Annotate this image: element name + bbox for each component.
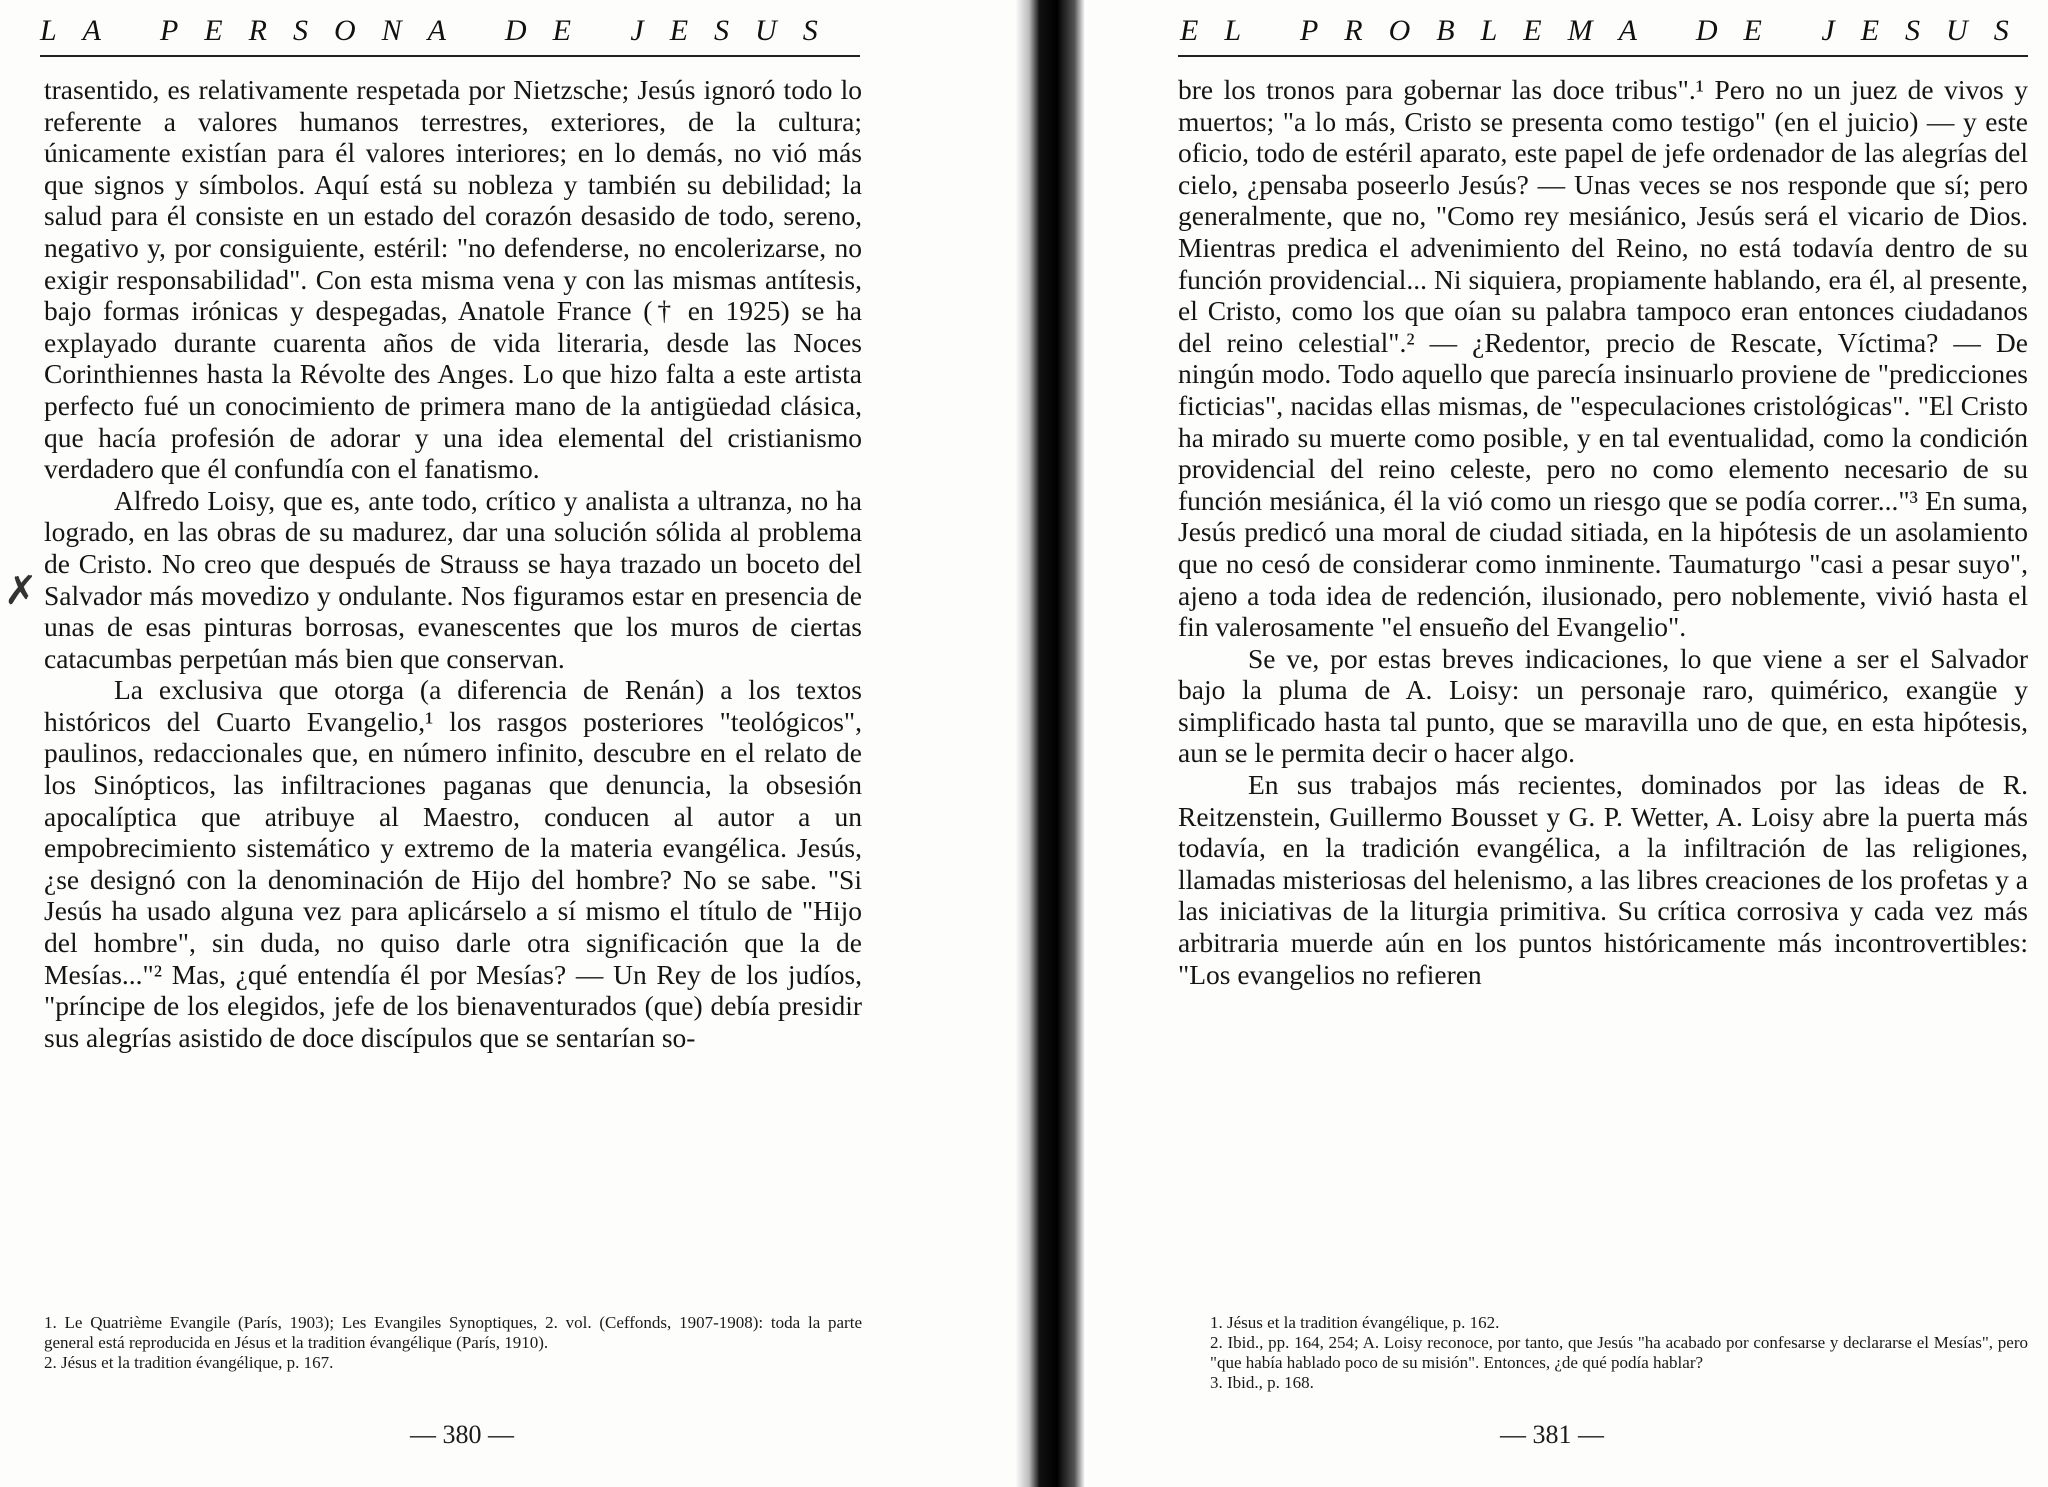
book-gutter xyxy=(1015,0,1085,1487)
paragraph: La exclusiva que otorga (a diferencia de Renán) a los textos históricos del Cuarto Evangelio,¹ los rasgos posteriores "teológicos", paulinos, redaccionales que, en número infinito, descubre en el relato de los Sinópticos, las infiltraciones paganas que denuncia, la obsesión apocalíptica que atribuye al Maestro, conducen al autor a un empobrecimiento sistemático y extremo de la materia evangélica. Jesús, ¿se designó con la denominación de Hijo del hombre? No se sabe. "Si Jesús ha usado alguna vez para aplicárselo a sí mismo el título de "Hijo del hombre", sin duda, no quiso darle otra significación que la de Mesías..."² Mas, ¿qué entendía él por Mesías? — Un Rey de los judíos, "príncipe de los elegidos, jefe de los bienaventurados (que) debía presidir sus alegrías asistido de doce discípulos que se sentarían so- xyxy=(44,674,862,1053)
head-rule-left xyxy=(40,55,860,57)
right-page xyxy=(1080,0,2048,1487)
body-text-left xyxy=(44,74,862,1053)
paragraph: trasentido, es relativamente respetada por Nietzsche; Jesús ignoró todo lo referente a valores humanos terrestres, exteriores, de la cultura; únicamente existían para él valores interiores; en lo demás, no vió más que signos y símbolos. Aquí está su nobleza y también su debilidad; la salud para él consiste en un estado del corazón desasido de todo, sereno, negativo y, por consiguiente, estéril: "no defenderse, no encolerizarse, no exigir responsabilidad". Con esta misma vena y con las mismas antítesis, bajo formas irónicas y despegadas, Anatole France († en 1925) se ha explayado durante cuarenta años de vida literaria, desde las Noces Corinthiennes hasta la Révolte des Anges. Lo que hizo falta a este artista perfecto fué un conocimiento de primera mano de la antigüedad clásica, que hacía profesión de adorar y una idea elemental del cristianismo verdadero que él confundía con el fanatismo. xyxy=(44,74,862,485)
page-number-right: — 381 — xyxy=(1500,1420,1604,1449)
footnote: 1. Jésus et la tradition évangélique, p. 162. xyxy=(1210,1313,1500,1332)
paragraph: En sus trabajos más recientes, dominados por las ideas de R. Reitzenstein, Guillermo Bousset y G. P. Wetter, A. Loisy abre la puerta más todavía, en la tradición evangélica, a la infiltración de las religiones, llamadas misteriosas del helenismo, a las libres creaciones de los profetas y a las iniciativas de la liturgia primitiva. Su crítica corrosiva y cada vez más arbitraria muerde aún en los puntos históricamente más incontrovertibles: "Los evangelios no refieren xyxy=(1178,769,2028,990)
handwritten-margin-mark: ✗ xyxy=(4,568,38,614)
paragraph: bre los tronos para gobernar las doce tribus".¹ Pero no un juez de vivos y muertos; "a lo más, Cristo se presenta como testigo" (en el juicio) — y este oficio, todo de estéril aparato, este papel de jefe ordenador de las alegrías del cielo, ¿pensaba poseerlo Jesús? — Unas veces se nos responde que sí; pero generalmente, que no, "Como rey mesiánico, Jesús será el vicario de Dios. Mientras predica el advenimiento del Reino, no está todavía dentro de su función providencial... Ni siquiera, propiamente hablando, era él, al presente, el Cristo, como los que oían su palabra tampoco eran entonces ciudadanos del reino celestial".² — ¿Redentor, precio de Rescate, Víctima? — De ningún modo. Todo aquello que parecía insinuarlo proviene de "predicciones ficticias", nacidas ellas mismas, de "especulaciones cristológicas". "El Cristo ha mirado su muerte como posible, y en tal eventualidad, como la condición providencial del reino celeste, pero no como elemento necesario de su función mesiánica, él la vió como un riesgo que se podía correr..."³ En suma, Jesús predicó una moral de ciudad sitiada, en la hipótesis de un asolamiento que no cesó de considerar como inminente. Taumaturgo "casi a pesar suyo", ajeno a toda idea de redención, ilusionado, pero noblemente, vivió hasta el fin valerosamente "el ensueño del Evangelio". xyxy=(1178,74,2028,643)
footnote: 2. Ibid., pp. 164, 254; A. Loisy reconoce, por tanto, que Jesús "ha acabado por confesarse y declararse el Mesías", pero "que había hablado poco de su misión". Entonces, ¿de qué podía hablar? xyxy=(1210,1333,2028,1372)
paragraph: Alfredo Loisy, que es, ante todo, crítico y analista a ultranza, no ha logrado, en las obras de su madurez, dar una solución sólida al problema de Cristo. No creo que después de Strauss se haya trazado un boceto del Salvador más movedizo y ondulante. Nos figuramos estar en presencia de unas de esas pinturas borrosas, evanescentes que los muros de ciertas catacumbas perpetúan más bien que conservan. xyxy=(44,484,862,674)
head-rule-right xyxy=(1178,55,2028,57)
running-head-left: LA PERSONA DE JESUS xyxy=(40,14,844,47)
page-number-left: — 380 — xyxy=(410,1420,514,1449)
left-page xyxy=(0,0,1000,1487)
footnote: 3. Ibid., p. 168. xyxy=(1210,1373,1314,1392)
body-text-right xyxy=(1178,74,2028,990)
footnotes-right xyxy=(1210,1313,2028,1393)
footnote: 2. Jésus et la tradition évangélique, p. 167. xyxy=(44,1353,334,1372)
footnotes-left xyxy=(44,1313,862,1373)
paragraph: Se ve, por estas breves indicaciones, lo que viene a ser el Salvador bajo la pluma de A. Loisy: un personaje raro, quimérico, exangüe y simplificado hasta tal punto, que se maravilla uno de que, en esta hipótesis, aun se le permita decir o hacer algo. xyxy=(1178,642,2028,769)
running-head-right: EL PROBLEMA DE JESUS xyxy=(1180,14,2035,47)
footnote: 1. Le Quatrième Evangile (París, 1903); Les Evangiles Synoptiques, 2. vol. (Ceffonds, 1907-1908): toda la parte general está reproducida en Jésus et la tradition évangélique (París, 1910). xyxy=(44,1313,862,1352)
